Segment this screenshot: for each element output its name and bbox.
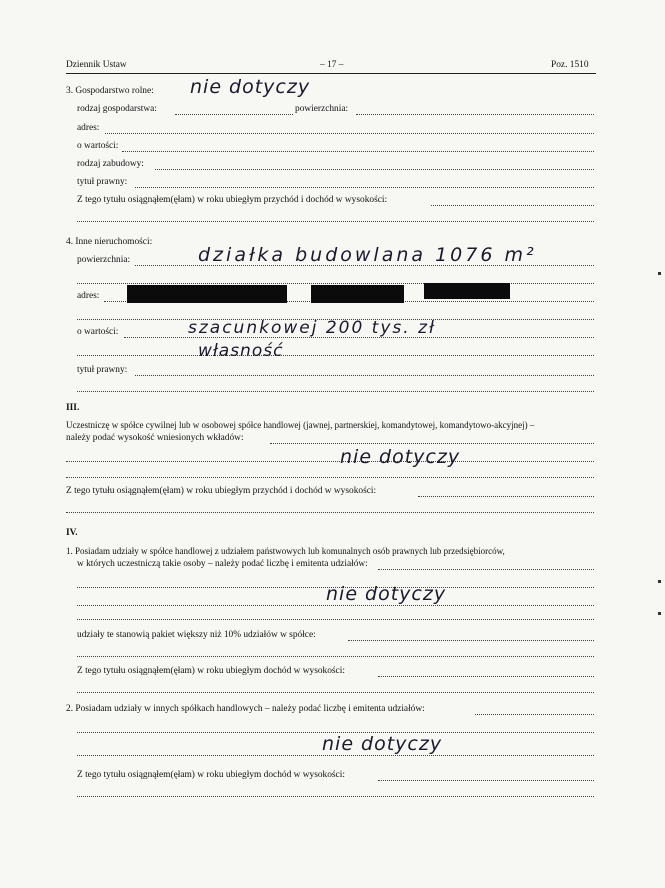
shares-public-income-label: Z tego tytułu osiągnąłem(ęłam) w roku ubiegłym dochód w wysokości: (77, 666, 345, 676)
shares-public-line-2: w których uczestniczą takie osoby – należy podać liczbę i emitenta udziałów: (77, 559, 368, 569)
shares-public-answer-line-3 (77, 605, 594, 606)
property-area-label: powierzchnia: (77, 255, 131, 265)
shares-public-income-line-2 (77, 692, 594, 693)
hw-property-ownership: własność (198, 341, 284, 361)
shares-package-label: udziały te stanowią pakiet większy niż 10% udziałów w spółce: (77, 630, 316, 640)
shares-public-line-1: 1. Posiadam udziały w spółce handlowej z udziałem państwowych lub komunalnych osób prawnych lub przedsiębiorców, (66, 546, 505, 556)
property-title-label: tytuł prawny: (77, 365, 128, 375)
farm-title-label: tytuł prawny: (77, 177, 128, 187)
shares-other-answer-line (475, 714, 594, 715)
farm-address-label: adres: (77, 123, 100, 133)
shares-other-income-line (378, 780, 594, 781)
shares-other-line: 2. Posiadam udziały w innych spółkach handlowych – należy podać liczbę i emitenta udziałów: (66, 704, 425, 714)
shares-package-line-2 (77, 656, 594, 657)
farm-value-label: o wartości: (77, 141, 119, 151)
shares-public-income-line (378, 676, 594, 677)
hw-property-value: szacunkowej 200 tys. zł (188, 318, 436, 338)
partnership-income-line-2 (66, 512, 594, 513)
farm-area-line (356, 114, 594, 115)
scan-mark (658, 612, 661, 615)
partnership-contrib-line-2 (66, 461, 594, 462)
hw-property-area: działka budowlana 1076 m² (198, 244, 537, 266)
hw-shares-public-answer: nie dotyczy (326, 583, 447, 605)
partnership-income-line (418, 496, 594, 497)
partnership-line-2: należy podać wysokość wniesionych wkładów: (66, 433, 244, 443)
property-title-line (135, 375, 594, 376)
property-value-line-2 (77, 355, 594, 356)
shares-public-answer-line-4 (77, 619, 594, 620)
farm-building-label: rodzaj zabudowy: (77, 159, 144, 169)
partnership-income-label: Z tego tytułu osiągnąłem(ęłam) w roku ubiegłym przychód i dochód w wysokości: (66, 486, 377, 496)
farm-income-line (431, 205, 594, 206)
position-number: Poz. 1510 (551, 60, 589, 70)
redaction-block-3 (424, 283, 510, 299)
property-title-line-2 (77, 391, 594, 392)
property-address-label: adres: (77, 291, 100, 301)
farm-type-line (175, 114, 293, 115)
farm-legal-line (135, 187, 594, 188)
hw-partnership-answer: nie dotyczy (340, 446, 461, 468)
shares-other-income-line-2 (77, 796, 594, 797)
redaction-block-2 (311, 285, 404, 303)
partnership-contrib-line-3 (66, 477, 594, 478)
journal-name: Dziennik Ustaw (66, 60, 127, 70)
property-value-label: o wartości: (77, 327, 119, 337)
shares-package-line (348, 640, 594, 641)
hw-farm-answer: nie dotyczy (190, 76, 311, 98)
farm-address-line (105, 133, 594, 134)
redaction-block-1 (127, 285, 287, 303)
farm-value-line (122, 151, 594, 152)
farm-type-label: rodzaj gospodarstwa: (77, 104, 157, 114)
farm-area-label: powierzchnia: (295, 104, 349, 114)
farm-income-line-2 (77, 221, 594, 222)
section-iv-heading: IV. (66, 528, 78, 538)
section-iii-heading: III. (66, 403, 80, 413)
page-number: – 17 – (320, 60, 344, 70)
shares-public-answer-line (378, 569, 594, 570)
partnership-contrib-line (270, 443, 594, 444)
hw-shares-other-answer: nie dotyczy (322, 733, 443, 755)
shares-other-answer-line-3 (77, 755, 594, 756)
farm-building-line (155, 169, 594, 170)
farm-income-label: Z tego tytułu osiągnąłem(ęłam) w roku ubiegłym przychód i dochód w wysokości: (77, 195, 388, 205)
scan-mark (658, 272, 661, 275)
shares-other-income-label: Z tego tytułu osiągnąłem(ęłam) w roku ubiegłym dochód w wysokości: (77, 770, 345, 780)
partnership-line-1: Uczestniczę w spółce cywilnej lub w osobowej spółce handlowej (jawnej, partnerskiej, komandytowej, komandytowo-akcyjnej) – (66, 420, 535, 430)
scan-mark (658, 580, 661, 583)
property-area-line-2 (77, 283, 594, 284)
other-property-title: 4. Inne nieruchomości: (66, 237, 153, 247)
header-rule (66, 73, 596, 74)
farm-title: 3. Gospodarstwo rolne: (66, 86, 154, 96)
